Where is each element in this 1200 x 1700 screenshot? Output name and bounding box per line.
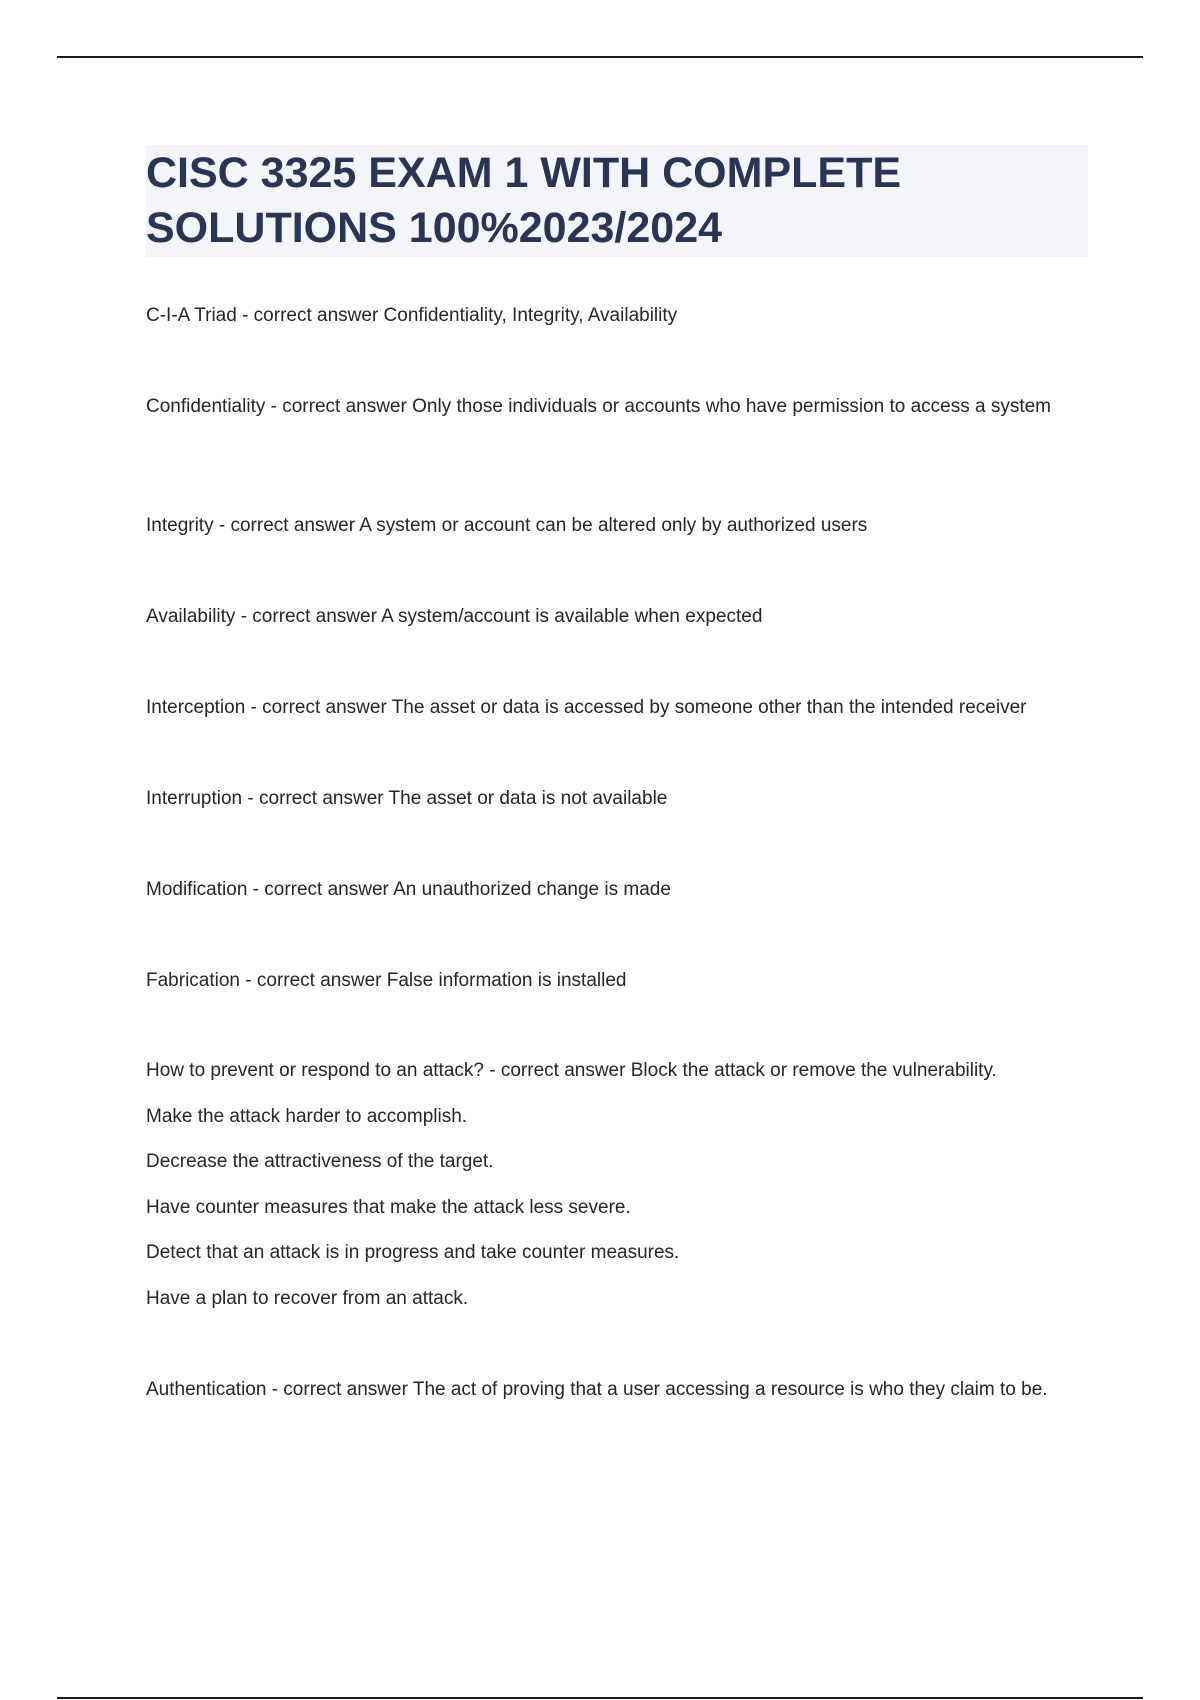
top-divider (57, 56, 1143, 58)
entry-cia-triad: C-I-A Triad - correct answer Confidentiality, Integrity, Availability (146, 305, 678, 326)
title-line-1: CISC 3325 EXAM 1 WITH COMPLETE (146, 149, 902, 197)
document-title (146, 145, 1088, 257)
entry-interception: Interception - correct answer The asset or data is accessed by someone other than the intended receiver (146, 697, 1027, 718)
entry-integrity: Integrity - correct answer A system or account can be altered only by authorized users (146, 515, 868, 536)
entry-line-detect: Detect that an attack is in progress and take counter measures. (146, 1242, 680, 1263)
entry-interruption: Interruption - correct answer The asset or data is not available (146, 788, 668, 809)
title-line-2: SOLUTIONS 100%2023/2024 (146, 204, 723, 252)
entry-confidentiality: Confidentiality - correct answer Only those individuals or accounts who have permission to access a system (146, 396, 1052, 417)
entry-line-attractiveness: Decrease the attractiveness of the target. (146, 1151, 494, 1172)
entry-prevent-respond: How to prevent or respond to an attack? - correct answer Block the attack or remove the vulnerability. (146, 1060, 997, 1081)
entry-modification: Modification - correct answer An unauthorized change is made (146, 879, 671, 900)
entry-line-harder: Make the attack harder to accomplish. (146, 1106, 468, 1127)
entry-fabrication: Fabrication - correct answer False information is installed (146, 970, 627, 991)
bottom-divider (57, 1697, 1143, 1699)
entry-authentication: Authentication - correct answer The act of proving that a user accessing a resource is who they claim to be. (146, 1379, 1048, 1400)
entry-line-recover: Have a plan to recover from an attack. (146, 1288, 469, 1309)
entry-availability: Availability - correct answer A system/account is available when expected (146, 606, 763, 627)
entry-line-counter-measures: Have counter measures that make the attack less severe. (146, 1197, 631, 1218)
